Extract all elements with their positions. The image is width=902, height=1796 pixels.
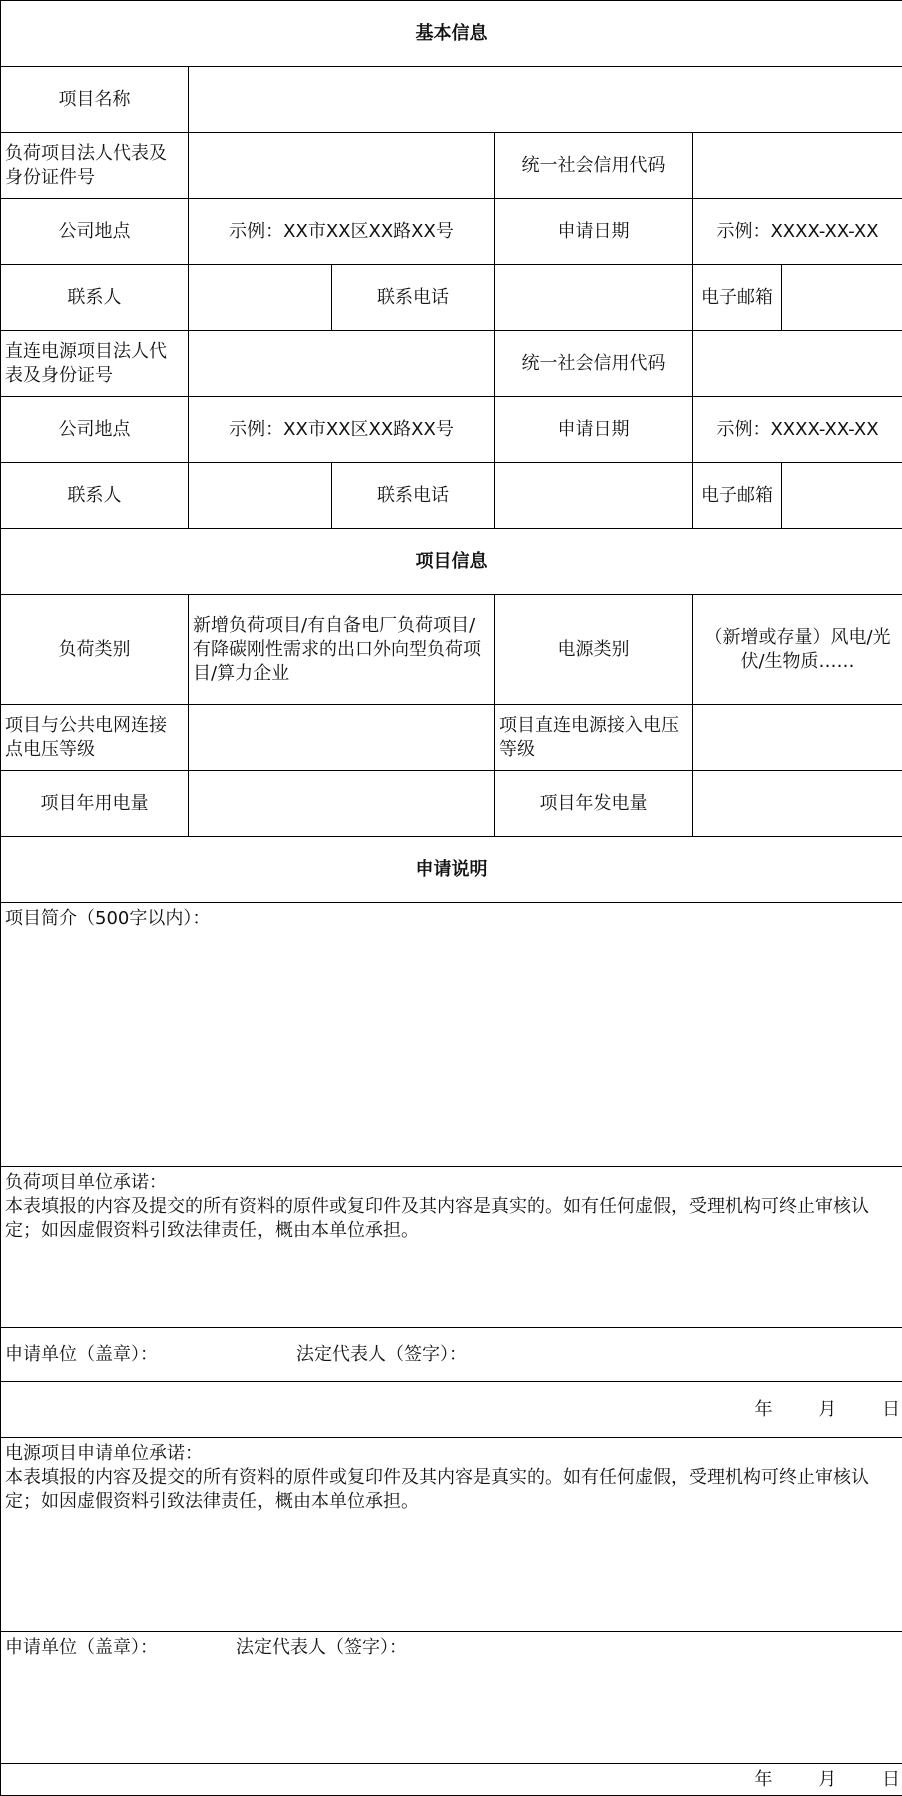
power-apply-date-field[interactable]: 示例：XXXX-XX-XX bbox=[693, 397, 902, 463]
load-commitment-title: 负荷项目单位承诺： bbox=[5, 1171, 898, 1195]
load-phone-label: 联系电话 bbox=[332, 265, 495, 331]
power-seal-label: 申请单位（盖章）： bbox=[5, 1637, 158, 1658]
power-phone-field[interactable] bbox=[495, 463, 693, 529]
annual-consumption-field[interactable] bbox=[189, 771, 495, 837]
project-name-field[interactable] bbox=[189, 67, 902, 133]
power-legal-rep-sign-label: 法定代表人（签字）： bbox=[236, 1637, 407, 1658]
basic-info-section-title: 基本信息 bbox=[1, 1, 902, 67]
load-date-row[interactable] bbox=[1, 1382, 902, 1438]
load-seal-label: 申请单位（盖章）： bbox=[5, 1344, 158, 1365]
load-contact-field[interactable] bbox=[189, 265, 332, 331]
load-email-field[interactable] bbox=[782, 265, 902, 331]
power-credit-code-label: 统一社会信用代码 bbox=[495, 331, 693, 397]
load-contact-label: 联系人 bbox=[1, 265, 189, 331]
grid-voltage-label: 项目与公共电网连接点电压等级 bbox=[1, 705, 189, 771]
load-date-day: 日 bbox=[882, 1398, 900, 1422]
power-phone-label: 联系电话 bbox=[332, 463, 495, 529]
load-legal-rep-label: 负荷项目法人代表及身份证件号 bbox=[1, 133, 189, 199]
load-commitment bbox=[1, 1167, 902, 1328]
annual-generation-label: 项目年发电量 bbox=[495, 771, 693, 837]
power-date-month: 月 bbox=[818, 1768, 836, 1792]
power-apply-date-label: 申请日期 bbox=[495, 397, 693, 463]
load-apply-date-field[interactable]: 示例：XXXX-XX-XX bbox=[693, 199, 902, 265]
power-date-day: 日 bbox=[882, 1768, 900, 1792]
power-type-label: 电源类别 bbox=[495, 595, 693, 705]
load-apply-date-label: 申请日期 bbox=[495, 199, 693, 265]
annual-generation-field[interactable] bbox=[693, 771, 902, 837]
load-date-year: 年 bbox=[755, 1398, 773, 1422]
load-type-label: 负荷类别 bbox=[1, 595, 189, 705]
power-company-address-field[interactable]: 示例：XX市XX区XX路XX号 bbox=[189, 397, 495, 463]
load-credit-code-field[interactable] bbox=[693, 133, 902, 199]
annual-consumption-label: 项目年用电量 bbox=[1, 771, 189, 837]
power-signature-row[interactable] bbox=[1, 1632, 902, 1764]
project-name-label: 项目名称 bbox=[1, 67, 189, 133]
power-legal-rep-field[interactable] bbox=[189, 331, 495, 397]
load-company-address-field[interactable]: 示例：XX市XX区XX路XX号 bbox=[189, 199, 495, 265]
power-date-row[interactable] bbox=[1, 1764, 902, 1796]
project-intro-label: 项目简介（500字以内）： bbox=[5, 908, 210, 929]
direct-voltage-field[interactable] bbox=[693, 705, 902, 771]
load-credit-code-label: 统一社会信用代码 bbox=[495, 133, 693, 199]
power-credit-code-field[interactable] bbox=[693, 331, 902, 397]
power-type-field[interactable]: （新增或存量）风电/光伏/生物质…… bbox=[693, 595, 902, 705]
load-commitment-text: 本表填报的内容及提交的所有资料的原件或复印件及其内容是真实的。如有任何虚假，受理机构可终止审核认定；如因虚假资料引致法律责任，概由本单位承担。 bbox=[5, 1195, 898, 1243]
load-phone-field[interactable] bbox=[495, 265, 693, 331]
load-legal-rep-sign-label: 法定代表人（签字）： bbox=[296, 1344, 467, 1365]
load-legal-rep-field[interactable] bbox=[189, 133, 495, 199]
load-signature-row[interactable] bbox=[1, 1328, 902, 1382]
power-email-field[interactable] bbox=[782, 463, 902, 529]
project-intro-field[interactable] bbox=[1, 903, 902, 1167]
power-legal-rep-label: 直连电源项目法人代表及身份证号 bbox=[1, 331, 189, 397]
power-commitment bbox=[1, 1438, 902, 1632]
grid-voltage-field[interactable] bbox=[189, 705, 495, 771]
power-company-address-label: 公司地点 bbox=[1, 397, 189, 463]
power-email-label: 电子邮箱 bbox=[693, 463, 782, 529]
power-commitment-title: 电源项目申请单位承诺： bbox=[5, 1442, 898, 1466]
project-info-section-title: 项目信息 bbox=[1, 529, 902, 595]
load-email-label: 电子邮箱 bbox=[693, 265, 782, 331]
power-contact-field[interactable] bbox=[189, 463, 332, 529]
load-company-address-label: 公司地点 bbox=[1, 199, 189, 265]
application-section-title: 申请说明 bbox=[1, 837, 902, 903]
power-date-year: 年 bbox=[755, 1768, 773, 1792]
power-commitment-text: 本表填报的内容及提交的所有资料的原件或复印件及其内容是真实的。如有任何虚假，受理机构可终止审核认定；如因虚假资料引致法律责任，概由本单位承担。 bbox=[5, 1466, 898, 1514]
load-date-month: 月 bbox=[818, 1398, 836, 1422]
power-contact-label: 联系人 bbox=[1, 463, 189, 529]
direct-voltage-label: 项目直连电源接入电压等级 bbox=[495, 705, 693, 771]
load-type-field[interactable]: 新增负荷项目/有自备电厂负荷项目/有降碳刚性需求的出口外向型负荷项目/算力企业 bbox=[189, 595, 495, 705]
